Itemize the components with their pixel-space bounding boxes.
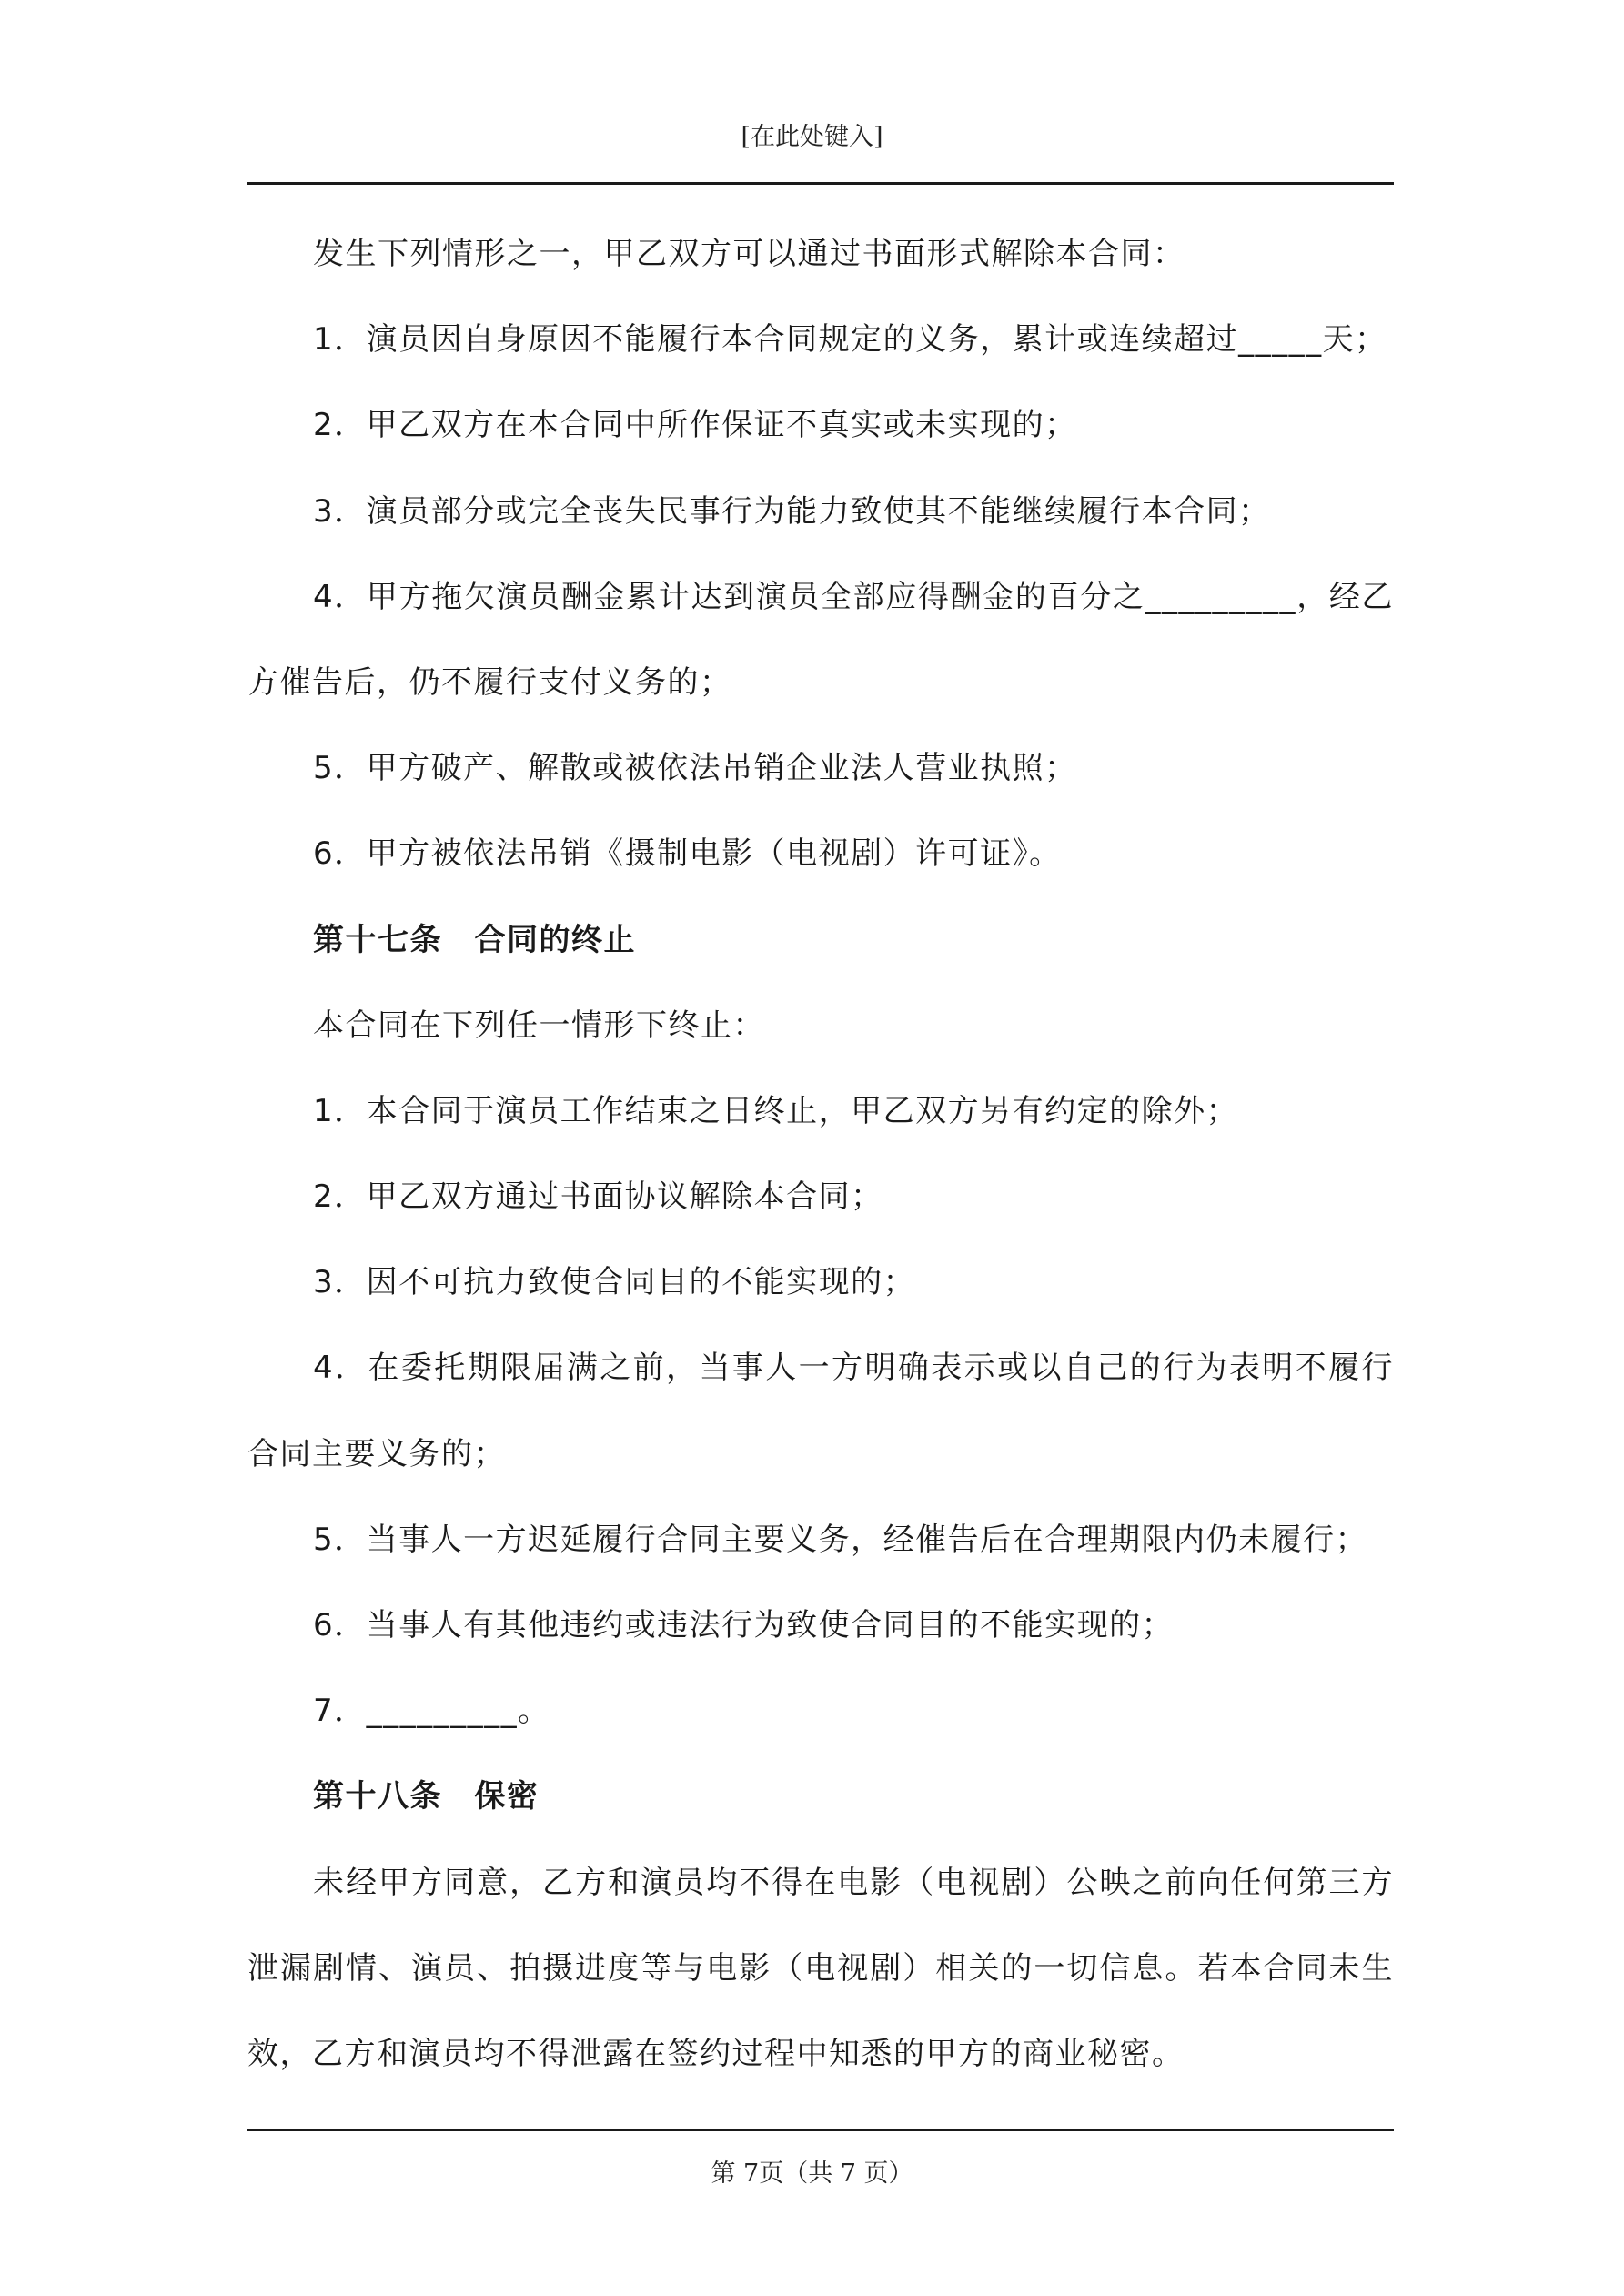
list-item-termination-5: 5．当事人一方迟延履行合同主要义务，经催告后在合理期限内仍未履行； <box>313 1521 1368 1558</box>
list-item-termination-3: 3．因不可抗力致使合同目的不能实现的； <box>313 1264 916 1301</box>
list-item-rescission-5: 5．甲方破产、解散或被依法吊销企业法人营业执照； <box>313 750 1077 787</box>
list-item-rescission-4-line-2: 方催告后，仍不履行支付义务的； <box>247 663 732 701</box>
list-item-rescission-1: 1．演员因自身原因不能履行本合同规定的义务，累计或连续超过_____天； <box>313 321 1387 359</box>
list-item-rescission-2: 2．甲乙双方在本合同中所作保证不真实或未实现的； <box>313 407 1077 444</box>
page-footer: 第 7页（共 7 页） <box>711 2159 913 2188</box>
paragraph-rescission-intro: 发生下列情形之一，甲乙双方可以通过书面形式解除本合同： <box>313 236 1185 272</box>
list-item-termination-2: 2．甲乙双方通过书面协议解除本合同； <box>313 1178 883 1216</box>
paragraph-confidentiality-line-1: 未经甲方同意，乙方和演员均不得在电影（电视剧）公映之前向任何第三方 <box>313 1864 1394 1901</box>
list-item-rescission-3: 3．演员部分或完全丧失民事行为能力致使其不能继续履行本合同； <box>313 492 1271 530</box>
header-divider <box>247 182 1394 185</box>
article-18-heading: 第十八条 保密 <box>313 1778 540 1816</box>
paragraph-confidentiality-line-2: 泄漏剧情、演员、拍摄进度等与电影（电视剧）相关的一切信息。若本合同未生 <box>247 1949 1394 1987</box>
page-header: [在此处键入] <box>741 123 883 151</box>
list-item-rescission-4-line-1: 4．甲方拖欠演员酬金累计达到演员全部应得酬金的百分之_________，经乙 <box>313 578 1394 615</box>
document-body <box>247 211 1394 2097</box>
list-item-termination-1: 1．本合同于演员工作结束之日终止，甲乙双方另有约定的除外； <box>313 1092 1239 1129</box>
article-17-heading: 第十七条 合同的终止 <box>313 921 636 958</box>
paragraph-termination-intro: 本合同在下列任一情形下终止： <box>313 1006 765 1044</box>
list-item-termination-4-line-2: 合同主要义务的； <box>247 1435 506 1472</box>
list-item-termination-7: 7．_________。 <box>313 1693 550 1730</box>
footer-divider <box>247 2129 1394 2131</box>
list-item-termination-4-line-1: 4．在委托期限届满之前，当事人一方明确表示或以自己的行为表明不履行 <box>313 1350 1394 1387</box>
list-item-termination-6: 6．当事人有其他违约或违法行为致使合同目的不能实现的； <box>313 1607 1175 1644</box>
list-item-rescission-6: 6．甲方被依法吊销《摄制电影（电视剧）许可证》。 <box>313 835 1062 873</box>
paragraph-confidentiality-line-3: 效，乙方和演员均不得泄露在签约过程中知悉的甲方的商业秘密。 <box>247 2035 1185 2072</box>
